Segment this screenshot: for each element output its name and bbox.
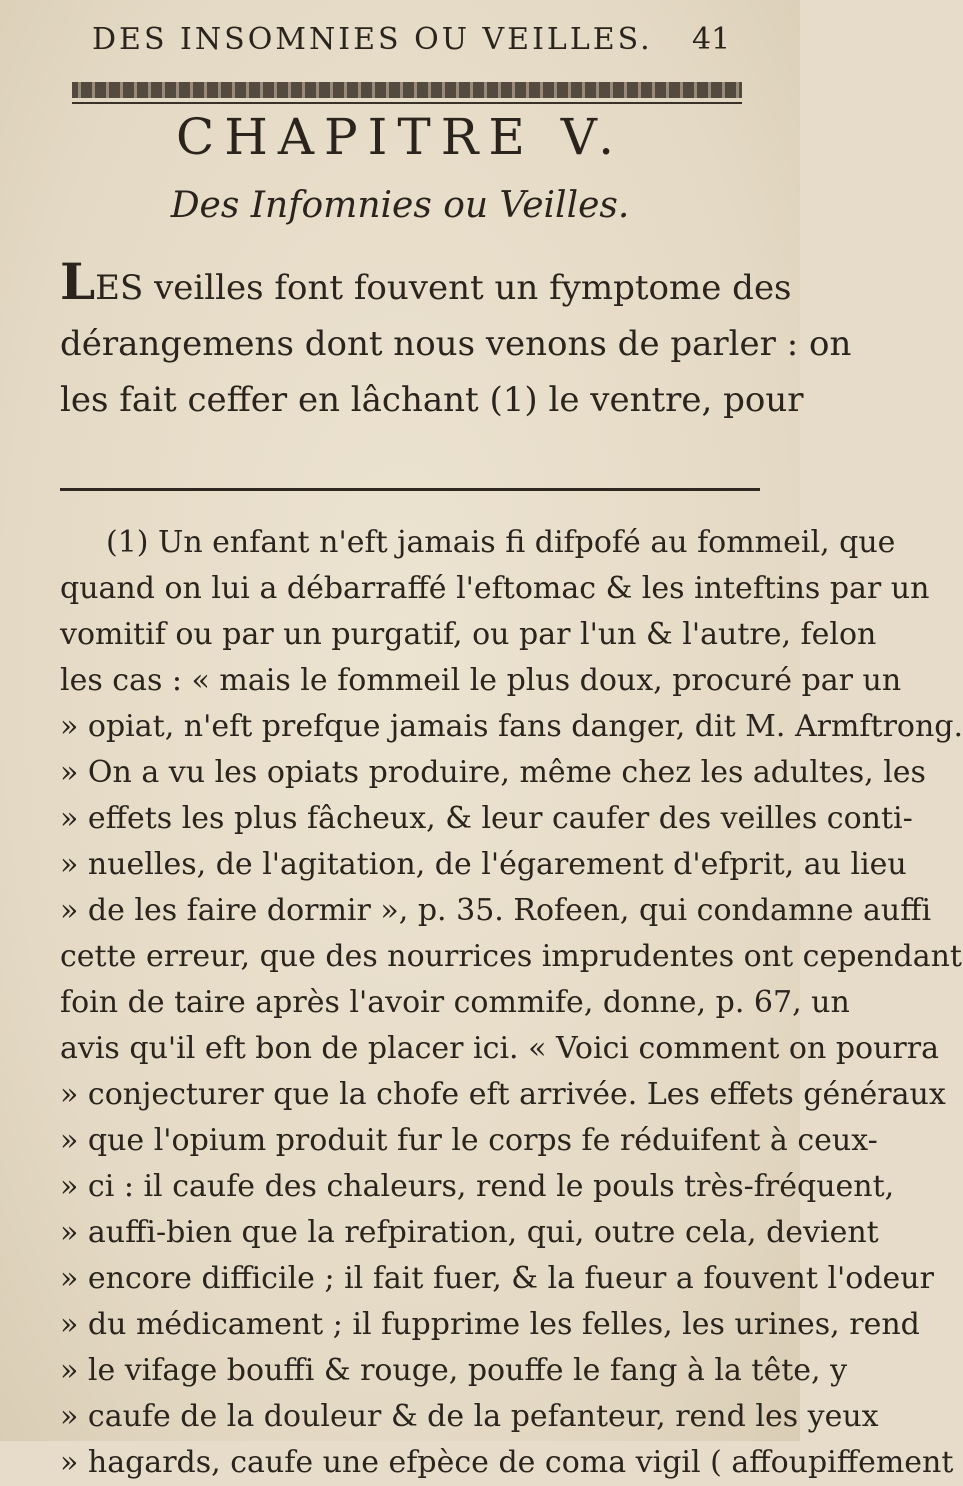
footnote-line: cette erreur, que des nourrices imprudentes ont cependant [60,939,962,974]
running-head-title: DES INSOMNIES OU VEILLES. [92,22,653,57]
main-text-line-content: ES veilles font fouvent un fymptome des [95,268,792,308]
footnote-line: » de les faire dormir », p. 35. Rofeen, qui condamne auffi [60,893,932,928]
header-ornament [72,82,742,98]
footnote-line: » caufe de la douleur & de la pefanteur, rend les yeux [60,1399,879,1434]
page-number: 41 [692,22,731,57]
main-text-line: dérangemens dont nous venons de parler : on [60,324,852,364]
footnote-line: » du médicament ; il fupprime les felles, les urines, rend [60,1307,920,1342]
footnote-line: les cas : « mais le fommeil le plus doux, procuré par un [60,663,902,698]
footnote-line: » effets les plus fâcheux, & leur caufer des veilles conti- [60,801,913,836]
drop-cap: L [60,252,96,311]
footnote-divider [60,488,760,491]
running-head [0,14,800,74]
footnote-line: avis qu'il eft bon de placer ici. « Voici comment on pourra [60,1031,939,1066]
main-text-line: les fait ceffer en lâchant (1) le ventre, pour [60,380,804,420]
chapter-title: CHAPITRE V. [175,108,624,166]
footnote-line: » ci : il caufe des chaleurs, rend le pouls très-fréquent, [60,1169,895,1204]
footnote-line: foin de taire après l'avoir commife, donne, p. 67, un [60,985,850,1020]
footnote-line: » que l'opium produit fur le corps fe réduifent à ceux- [60,1123,878,1158]
footnote-line: » le vifage bouffi & rouge, pouffe le fang à la tête, y [60,1353,848,1388]
footnote-line: » encore difficile ; il fait fuer, & la fueur a fouvent l'odeur [60,1261,934,1296]
footnote-line: (1) Un enfant n'eft jamais fi difpofé au fommeil, que [106,525,896,560]
footnote-line: » nuelles, de l'agitation, de l'égarement d'efprit, au lieu [60,847,907,882]
main-text-line [60,252,792,316]
footnote-line: » hagards, caufe une efpèce de coma vigil ( affoupiffement [60,1445,954,1480]
header-rule [72,102,742,104]
footnote-line: » conjecturer que la chofe eft arrivée. Les effets généraux [60,1077,946,1112]
footnote-line: » On a vu les opiats produire, même chez les adultes, les [60,755,926,790]
chapter-subtitle: Des Infomnies ou Veilles. [170,185,630,226]
footnote-line: vomitif ou par un purgatif, ou par l'un & l'autre, felon [60,617,877,652]
footnote-line: » auffi-bien que la refpiration, qui, outre cela, devient [60,1215,879,1250]
footnote-line: » opiat, n'eft prefque jamais fans danger, dit M. Armftrong. [60,709,963,744]
footnote-line: quand on lui a débarraffé l'eftomac & les inteftins par un [60,571,930,606]
main-text [60,252,852,428]
footnote [60,520,963,1486]
